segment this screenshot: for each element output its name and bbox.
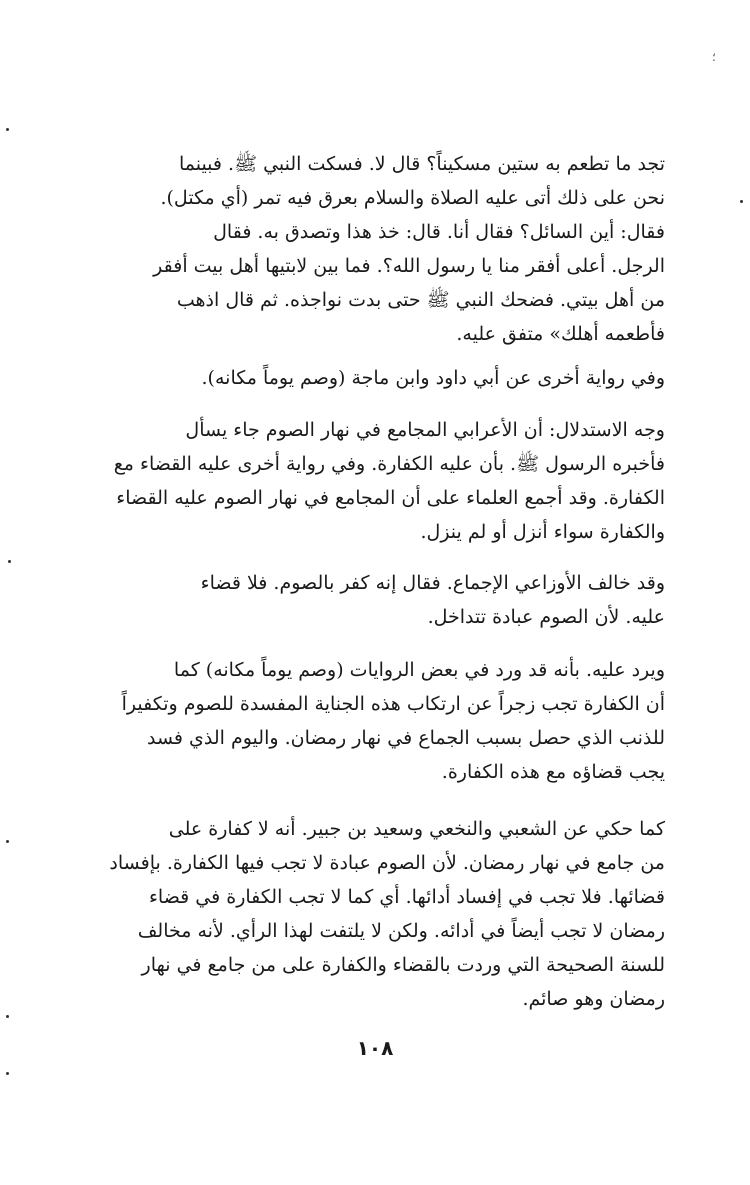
text-line: وجه الاستدلال: أن الأعرابي المجامع في نهار الصوم جاء يسأل	[185, 419, 665, 441]
paragraph-other-narration	[100, 361, 665, 395]
text-line: عليه. لأن الصوم عبادة تتداخل.	[427, 606, 665, 628]
text-line: الكفارة. وقد أجمع العلماء على أن المجامع في نهار الصوم عليه القضاء	[116, 487, 665, 509]
scan-speck	[740, 200, 743, 203]
scan-speck	[6, 128, 9, 131]
text-line: للذنب الذي حصل بسبب الجماع في نهار رمضان. واليوم الذي فسد	[146, 727, 665, 749]
paragraph-shabi-opinion	[100, 812, 665, 1016]
text-line: كما حكي عن الشعبي والنخعي وسعيد بن جبير. أنه لا كفارة على	[168, 818, 665, 840]
paragraph-awzai-opinion	[100, 566, 665, 634]
paragraph-evidence	[100, 413, 665, 549]
page-number: ١٠٨	[356, 1036, 394, 1060]
text-line: قضائها. فلا تجب في إفساد أدائها. أي كما لا تجب الكفارة في قضاء	[148, 886, 665, 908]
text-line: رمضان لا تجب أيضاً في أدائه. ولكن لا يلتفت لهذا الرأي. لأنه مخالف	[137, 920, 665, 942]
text-line: وقد خالف الأوزاعي الإجماع. فقال إنه كفر بالصوم. فلا قضاء	[200, 572, 665, 594]
text-line: من أهل بيتي. فضحك النبي ﷺ حتى بدت نواجذه. ثم قال اذهب	[176, 289, 665, 311]
text-line: للسنة الصحيحة التي وردت بالقضاء والكفارة على من جامع في نهار	[141, 954, 665, 976]
text-line: رمضان وهو صائم.	[522, 988, 665, 1010]
text-line: فأخبره الرسول ﷺ. بأن عليه الكفارة. وفي رواية أخرى عليه القضاء مع	[113, 453, 665, 475]
paragraph-hadith-continuation	[100, 147, 665, 351]
text-line: يجب قضاؤه مع هذه الكفارة.	[441, 761, 665, 783]
text-line: فقال: أين السائل؟ فقال أنا. قال: خذ هذا وتصدق به. فقال	[213, 221, 665, 243]
text-line: وفي رواية أخرى عن أبي داود وابن ماجة (وصم يوماً مكانه).	[201, 367, 665, 389]
text-line: والكفارة سواء أنزل أو لم ينزل.	[420, 521, 665, 543]
scan-speck	[8, 560, 11, 563]
text-line: نحن على ذلك أتى عليه الصلاة والسلام بعرق فيه تمر (أي مكتل).	[160, 187, 665, 209]
text-line: تجد ما تطعم به ستين مسكيناً؟ قال لا. فسكت النبي ﷺ. فبينما	[178, 153, 665, 175]
text-line: الرجل. أعلى أفقر منا يا رسول الله؟. فما بين لابتيها أهل بيت أفقر	[153, 255, 665, 277]
text-line: ويرد عليه. بأنه قد ورد في بعض الروايات (وصم يوماً مكانه) كما	[173, 659, 665, 681]
scan-speck	[6, 1072, 9, 1075]
text-line: من جامع في نهار رمضان. لأن الصوم عبادة لا تجب فيها الكفارة. بإفساد	[109, 852, 665, 874]
corner-mark: ؛	[712, 50, 716, 64]
text-line: فأطعمه أهلك» متفق عليه.	[456, 323, 665, 345]
scan-speck	[6, 1015, 9, 1018]
scan-speck	[6, 840, 9, 843]
text-line: أن الكفارة تجب زجراً عن ارتكاب هذه الجناية المفسدة للصوم وتكفيراً	[121, 693, 665, 715]
paragraph-rebuttal	[100, 653, 665, 789]
